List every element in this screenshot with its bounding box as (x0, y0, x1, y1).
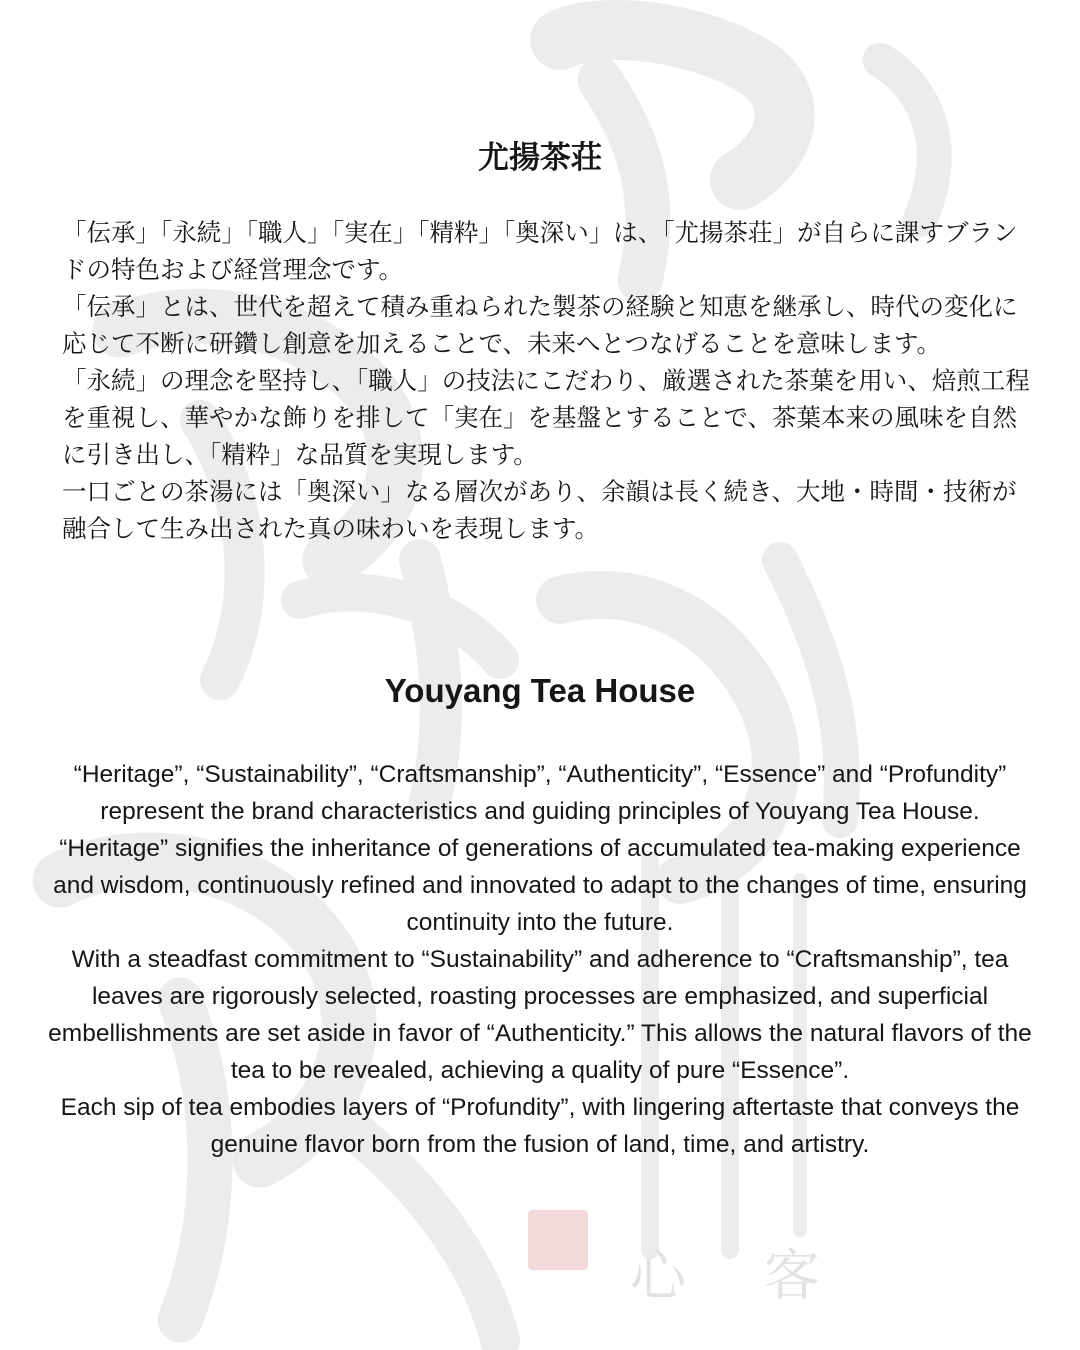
japanese-title: 尤揚茶荘 (478, 140, 602, 176)
english-paragraph: With a steadfast commitment to “Sustainability” and adherence to “Craftsmanship”, tea leaves are rigorously selected, roasting processes are emphasized, and superficial embellishments are set aside in favor of “Authenticity.” This allows the natural flavors of the tea to be revealed, achieving a quality of pure “Essence”. (48, 946, 1032, 1084)
red-seal (528, 1210, 588, 1270)
japanese-paragraph: 一口ごとの茶湯には「奥深い」なる層次があり、余韻は長く続き、大地・時間・技術が融合して生み出された真の味わいを表現します。 (62, 477, 1017, 543)
seal-caption: 心 客 (630, 1244, 850, 1309)
english-body (40, 756, 1040, 1163)
japanese-paragraph: 「伝承」「永続」「職人」「実在」「精粋」「奥深い」は、「尤揚茶荘」が自らに課すブランドの特色および経営理念です。 (62, 218, 1018, 284)
english-title: Youyang Tea House (384, 672, 696, 709)
english-paragraph: “Heritage” signifies the inheritance of generations of accumulated tea-making experience and wisdom, continuously refined and innovated to adapt to the changes of time, ensuring continuity into the future. (53, 835, 1027, 936)
japanese-paragraph: 「伝承」とは、世代を超えて積み重ねられた製茶の経験と知恵を継承し、時代の変化に応じて不断に研鑽し創意を加えることで、未来へとつなげることを意味します。 (62, 292, 1018, 358)
english-paragraph: “Heritage”, “Sustainability”, “Craftsmanship”, “Authenticity”, “Essence” and “Profundity” represent the brand characteristics and guiding principles of Youyang Tea House. (73, 761, 1007, 825)
japanese-body (62, 214, 1030, 547)
japanese-paragraph: 「永続」の理念を堅持し、「職人」の技法にこだわり、厳選された茶葉を用い、焙煎工程を重視し、華やかな飾りを排して「実在」を基盤とすることで、茶葉本来の風味を自然に引き出し、「精粋」な品質を実現します。 (62, 366, 1030, 469)
english-paragraph: Each sip of tea embodies layers of “Profundity”, with lingering aftertaste that conveys the genuine flavor born from the fusion of land, time, and artistry. (60, 1094, 1020, 1158)
